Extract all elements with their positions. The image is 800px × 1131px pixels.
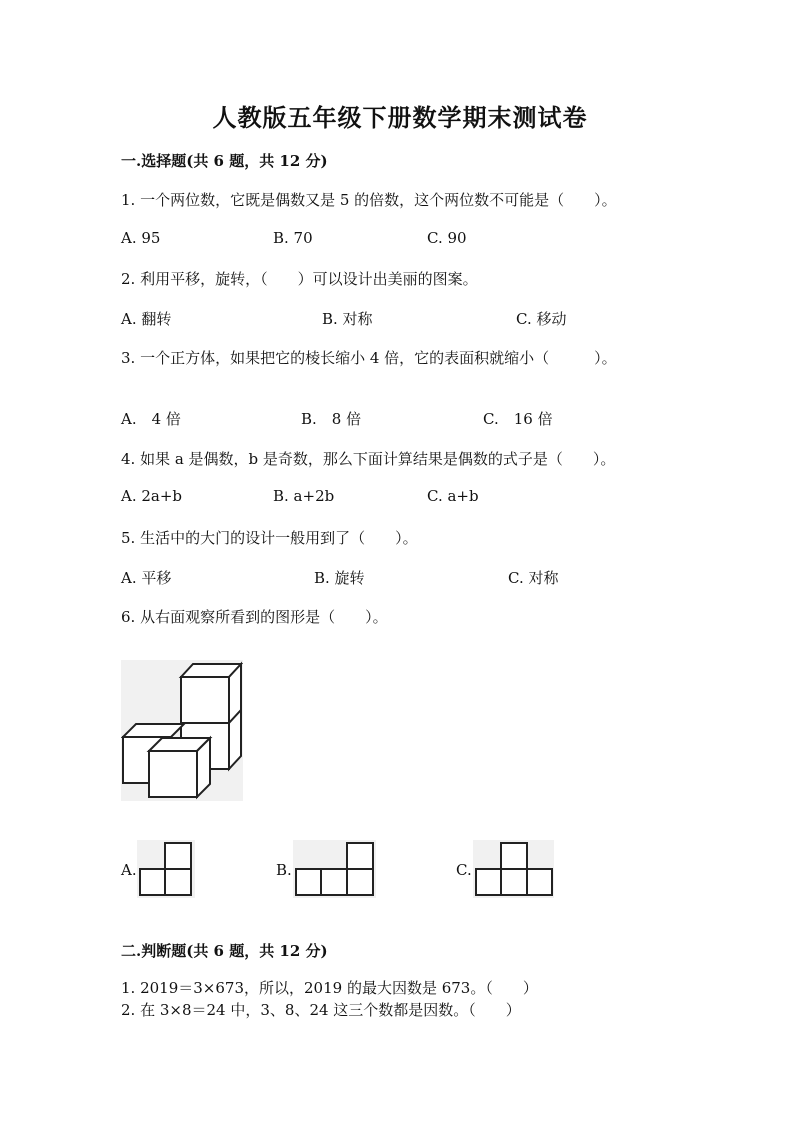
q4-option-c: C. a+b: [427, 487, 479, 505]
q4-option-a: A. 2a+b: [121, 487, 183, 505]
q1-option-c: C. 90: [427, 229, 467, 247]
cube-stack-figure: [121, 660, 243, 801]
q6-option-c: C.: [456, 861, 472, 879]
judgment-question-1: 1. 2019＝3×673，所以，2019 的最大因数是 673。（ ）: [121, 979, 538, 997]
question-1: 1. 一个两位数，它既是偶数又是 5 的倍数，这个两位数不可能是（ ）。: [121, 191, 617, 209]
question-5: 5. 生活中的大门的设计一般用到了（ ）。: [121, 529, 418, 547]
q3-option-c: C. 16 倍: [483, 410, 553, 428]
question-4: 4. 如果 a 是偶数，b 是奇数，那么下面计算结果是偶数的式子是（ ）。: [121, 450, 616, 468]
judgment-question-2: 2. 在 3×8＝24 中，3、8、24 这三个数都是因数。（ ）: [121, 1001, 521, 1019]
q4-option-b: B. a+2b: [273, 487, 335, 505]
section-heading-judgment: 二.判断题(共 6 题，共 12 分): [121, 942, 328, 960]
question-3: 3. 一个正方体，如果把它的棱长缩小 4 倍，它的表面积就缩小（ ）。: [121, 349, 617, 367]
q6-option-a-figure: [137, 840, 195, 898]
page-title: 人教版五年级下册数学期末测试卷: [212, 103, 588, 132]
q3-option-b: B. 8 倍: [301, 410, 362, 428]
q6-option-a: A.: [121, 861, 137, 879]
q5-option-c: C. 对称: [508, 569, 559, 587]
q1-option-b: B. 70: [273, 229, 313, 247]
q6-option-c-figure: [473, 840, 554, 898]
question-2: 2. 利用平移，旋转，（ ）可以设计出美丽的图案。: [121, 270, 478, 288]
q5-option-b: B. 旋转: [314, 569, 365, 587]
section-heading-choice: 一.选择题(共 6 题，共 12 分): [121, 152, 328, 170]
question-6: 6. 从右面观察所看到的图形是（ ）。: [121, 608, 388, 626]
q3-option-a: A. 4 倍: [121, 410, 181, 428]
q2-option-a: A. 翻转: [121, 310, 172, 328]
q6-option-b-figure: [293, 840, 376, 898]
q2-option-b: B. 对称: [322, 310, 373, 328]
q6-option-b: B.: [276, 861, 292, 879]
q2-option-c: C. 移动: [516, 310, 567, 328]
q5-option-a: A. 平移: [121, 569, 172, 587]
q1-option-a: A. 95: [121, 229, 161, 247]
